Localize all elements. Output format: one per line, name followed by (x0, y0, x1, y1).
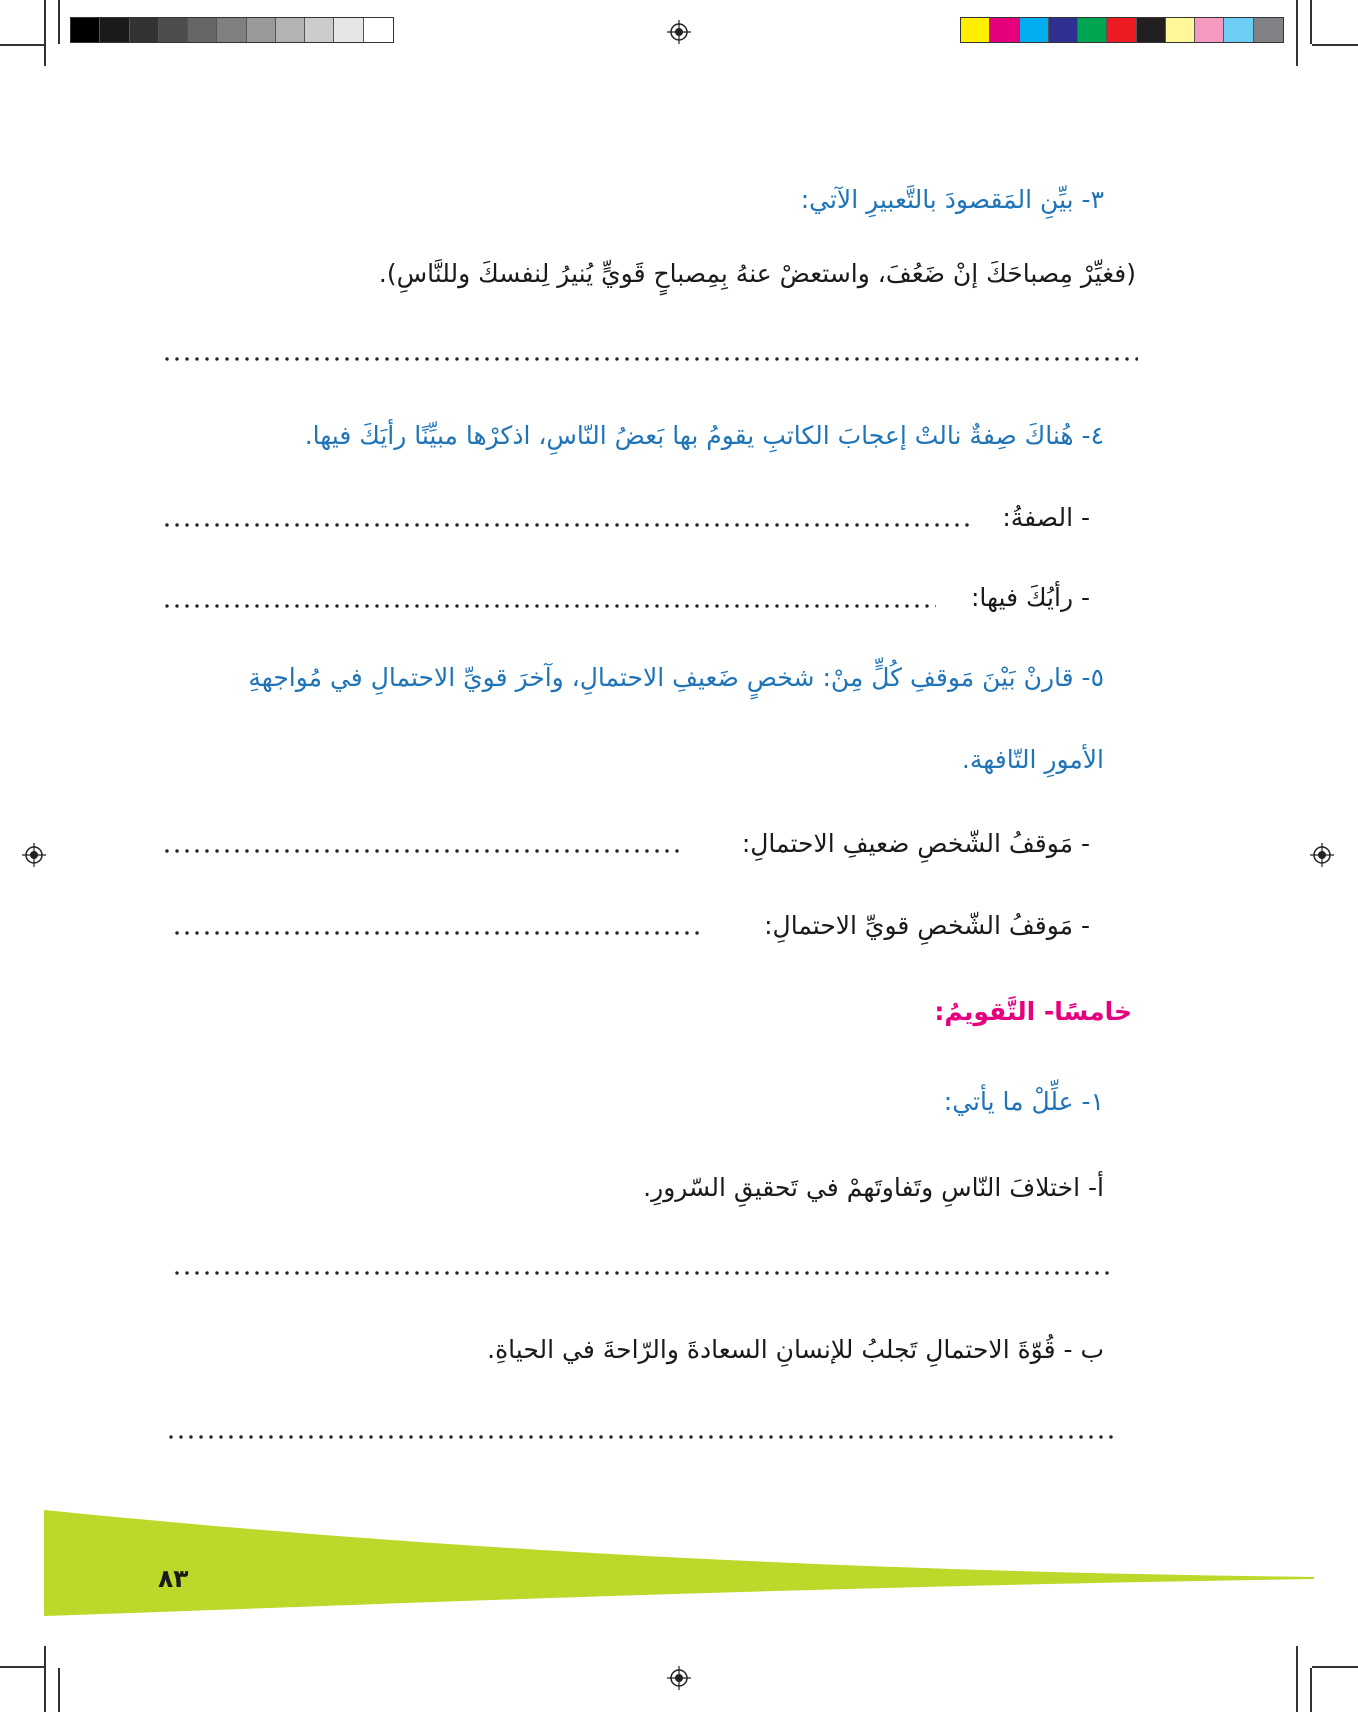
registration-mark-icon (22, 843, 46, 867)
color-swatch (364, 18, 393, 42)
answer-line (172, 931, 704, 935)
crop-mark (44, 1646, 46, 1712)
color-swatch (990, 18, 1019, 42)
question-4-title: ٤- هُناكَ صِفةٌ نالتْ إعجابَ الكاتبِ يقومُ بها بَعضُ النّاسِ، اذكرْها مبيِّنًا رأيَكَ فيها. (304, 421, 1104, 450)
question-5-title-line2: الأمورِ التّافهة. (961, 745, 1104, 774)
answer-line (162, 604, 936, 608)
color-swatch (217, 18, 246, 42)
color-swatch (1107, 18, 1136, 42)
color-swatch (1195, 18, 1224, 42)
color-swatch (1224, 18, 1253, 42)
color-swatch (1137, 18, 1166, 42)
color-swatch (334, 18, 363, 42)
color-swatch (1166, 18, 1195, 42)
color-swatch (100, 18, 129, 42)
cmyk-color-bar (960, 17, 1284, 43)
color-swatch (159, 18, 188, 42)
page-number: ٨٣ (158, 1564, 189, 1593)
answer-line (172, 1271, 1112, 1275)
color-swatch (276, 18, 305, 42)
color-swatch (130, 18, 159, 42)
color-swatch (247, 18, 276, 42)
color-swatch (305, 18, 334, 42)
question-3-quote: (فغيِّرْ مِصباحَكَ إنْ ضَعُفَ، واستعضْ عنهُ بِمِصباحٍ قَويٍّ يُنيرُ لِنفسكَ وللنَّاسِ). (378, 259, 1136, 288)
crop-mark (1312, 44, 1358, 46)
section-heading-evaluation: خامسًا- التَّقويمُ: (934, 997, 1132, 1026)
question-3-title: ٣- بيِّنِ المَقصودَ بالتَّعبيرِ الآتي: (800, 185, 1104, 214)
q5-label-weak: - مَوقفُ الشّخصِ ضعيفِ الاحتمالِ: (741, 829, 1090, 858)
crop-mark (1310, 1668, 1312, 1712)
color-swatch (961, 18, 990, 42)
footer-green-band (44, 1510, 1314, 1616)
registration-mark-icon (667, 20, 691, 44)
crop-mark (0, 1666, 44, 1668)
crop-mark (58, 1668, 60, 1712)
q5-label-strong: - مَوقفُ الشّخصِ قويِّ الاحتمالِ: (764, 911, 1090, 940)
registration-mark-icon (1310, 843, 1334, 867)
color-swatch (1254, 18, 1283, 42)
evaluation-q1-title: ١- علِّلْ ما يأتي: (943, 1087, 1104, 1116)
answer-line (162, 357, 1138, 361)
crop-mark (1312, 1666, 1358, 1668)
color-swatch (1049, 18, 1078, 42)
color-swatch (71, 18, 100, 42)
answer-line (162, 523, 970, 527)
registration-mark-icon (667, 1666, 691, 1690)
crop-mark (58, 0, 60, 44)
crop-mark (44, 0, 46, 66)
evaluation-item-a: أ- اختلافَ النّاسِ وتَفاوتَهمْ في تَحقيقِ السّرورِ. (643, 1173, 1104, 1202)
q4-label-opinion: - رأيُكَ فيها: (970, 583, 1090, 612)
crop-mark (0, 44, 44, 46)
evaluation-item-b: ب - قُوّةَ الاحتمالِ تَجلبُ للإنسانِ السعادةَ والرّاحةَ في الحياةِ. (487, 1335, 1104, 1364)
color-swatch (188, 18, 217, 42)
q4-label-trait: - الصفةُ: (1002, 503, 1090, 532)
answer-line (166, 1435, 1116, 1439)
color-swatch (1078, 18, 1107, 42)
crop-mark (1310, 0, 1312, 44)
question-5-title-line1: ٥- قارنْ بَيْنَ مَوقفِ كُلٍّ مِنْ: شخصٍ ضَعيفِ الاحتمالِ، وآخرَ قويِّ الاحتمالِ في مُواجهةِ (248, 663, 1104, 692)
crop-mark (1296, 1646, 1298, 1712)
crop-mark (1296, 0, 1298, 66)
color-swatch (1020, 18, 1049, 42)
answer-line (162, 849, 682, 853)
gray-color-bar (70, 17, 394, 43)
